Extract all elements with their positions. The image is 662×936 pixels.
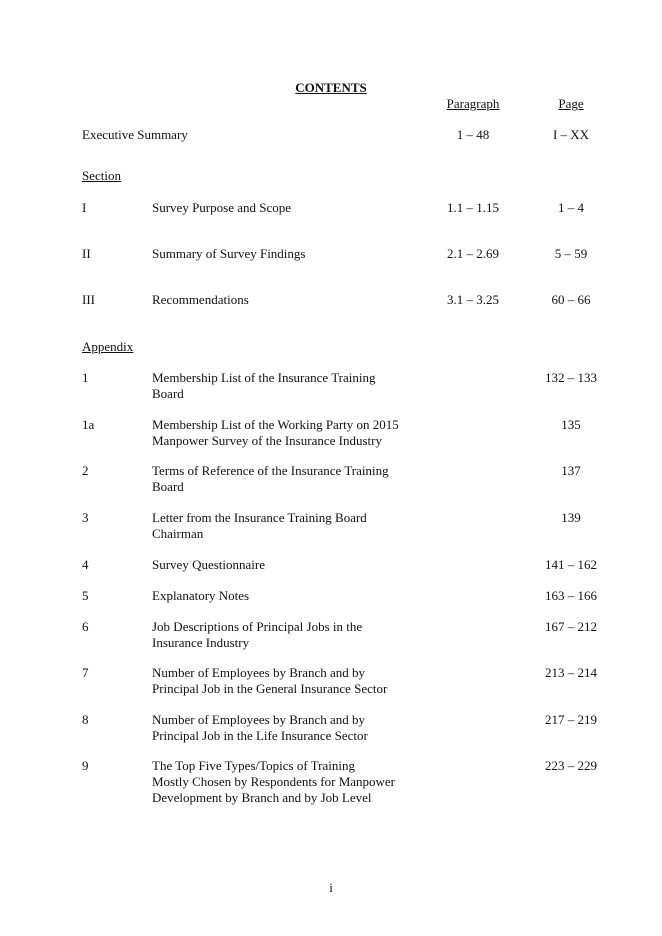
section-page: 5 – 59 <box>554 246 588 261</box>
appendix-title-line: Letter from the Insurance Training Board <box>152 510 367 525</box>
appendix-number: 2 <box>82 463 89 478</box>
executive-summary-page: I – XX <box>552 127 590 142</box>
appendix-number: 9 <box>82 758 89 773</box>
appendix-title-line: The Top Five Types/Topics of Training <box>152 758 355 773</box>
appendix-number: 8 <box>82 712 89 727</box>
page-number: i <box>329 880 333 895</box>
section-paragraph: 2.1 – 2.69 <box>447 246 499 261</box>
appendix-number: 6 <box>82 619 89 634</box>
section-number: II <box>82 246 91 261</box>
section-heading: Section <box>82 168 121 183</box>
section-title: Recommendations <box>152 292 249 307</box>
appendix-title-line: Manpower Survey of the Insurance Industry <box>152 433 382 448</box>
appendix-title-line: Number of Employees by Branch and by <box>152 665 366 680</box>
appendix-number: 7 <box>82 665 89 680</box>
section-page: 1 – 4 <box>558 200 584 215</box>
appendix-title-line: Survey Questionnaire <box>152 557 266 572</box>
section-paragraph: 1.1 – 1.15 <box>447 200 499 215</box>
appendix-title-line: Principal Job in the Life Insurance Sector <box>152 728 368 743</box>
appendix-title-line: Membership List of the Insurance Training <box>152 370 376 385</box>
appendix-title-line: Insurance Industry <box>152 635 250 650</box>
section-title: Survey Purpose and Scope <box>152 200 292 215</box>
appendix-title-line: Explanatory Notes <box>152 588 250 603</box>
section-paragraph: 3.1 – 3.25 <box>447 292 499 307</box>
appendix-page: 132 – 133 <box>545 370 597 385</box>
executive-summary-label: Executive Summary <box>82 127 188 142</box>
section-number: III <box>82 292 95 307</box>
section-title: Summary of Survey Findings <box>152 246 306 261</box>
appendix-page: 167 – 212 <box>545 619 597 634</box>
appendix-title-line: Terms of Reference of the Insurance Training <box>152 463 389 478</box>
page-column-header: Page <box>558 96 584 111</box>
section-number: I <box>82 200 87 215</box>
appendix-number: 3 <box>82 510 89 525</box>
appendix-title-line: Membership List of the Working Party on 2015 <box>152 417 399 432</box>
appendix-title-line: Job Descriptions of Principal Jobs in the <box>152 619 363 634</box>
appendix-page: 163 – 166 <box>545 588 597 603</box>
appendix-page: 137 <box>561 463 581 478</box>
appendix-title-line: Development by Branch and by Job Level <box>152 790 372 805</box>
appendix-number: 4 <box>82 557 89 572</box>
appendix-page: 141 – 162 <box>545 557 597 572</box>
executive-summary-paragraph: 1 – 48 <box>456 127 490 142</box>
appendix-title-line: Chairman <box>152 526 204 541</box>
appendix-title-line: Principal Job in the General Insurance Sector <box>152 681 388 696</box>
paragraph-column-header: Paragraph <box>446 96 500 111</box>
appendix-title-line: Number of Employees by Branch and by <box>152 712 366 727</box>
section-page: 60 – 66 <box>551 292 591 307</box>
appendix-number: 1a <box>82 417 95 432</box>
appendix-heading: Appendix <box>82 339 134 354</box>
appendix-page: 139 <box>561 510 581 525</box>
appendix-page: 213 – 214 <box>545 665 597 680</box>
appendix-title-line: Mostly Chosen by Respondents for Manpower <box>152 774 396 789</box>
appendix-number: 1 <box>82 370 89 385</box>
appendix-title-line: Board <box>152 386 184 401</box>
appendix-title-line: Board <box>152 479 184 494</box>
appendix-page: 223 – 229 <box>545 758 597 773</box>
appendix-page: 135 <box>561 417 581 432</box>
contents-title: CONTENTS <box>295 80 367 95</box>
appendix-number: 5 <box>82 588 89 603</box>
appendix-page: 217 – 219 <box>545 712 597 727</box>
